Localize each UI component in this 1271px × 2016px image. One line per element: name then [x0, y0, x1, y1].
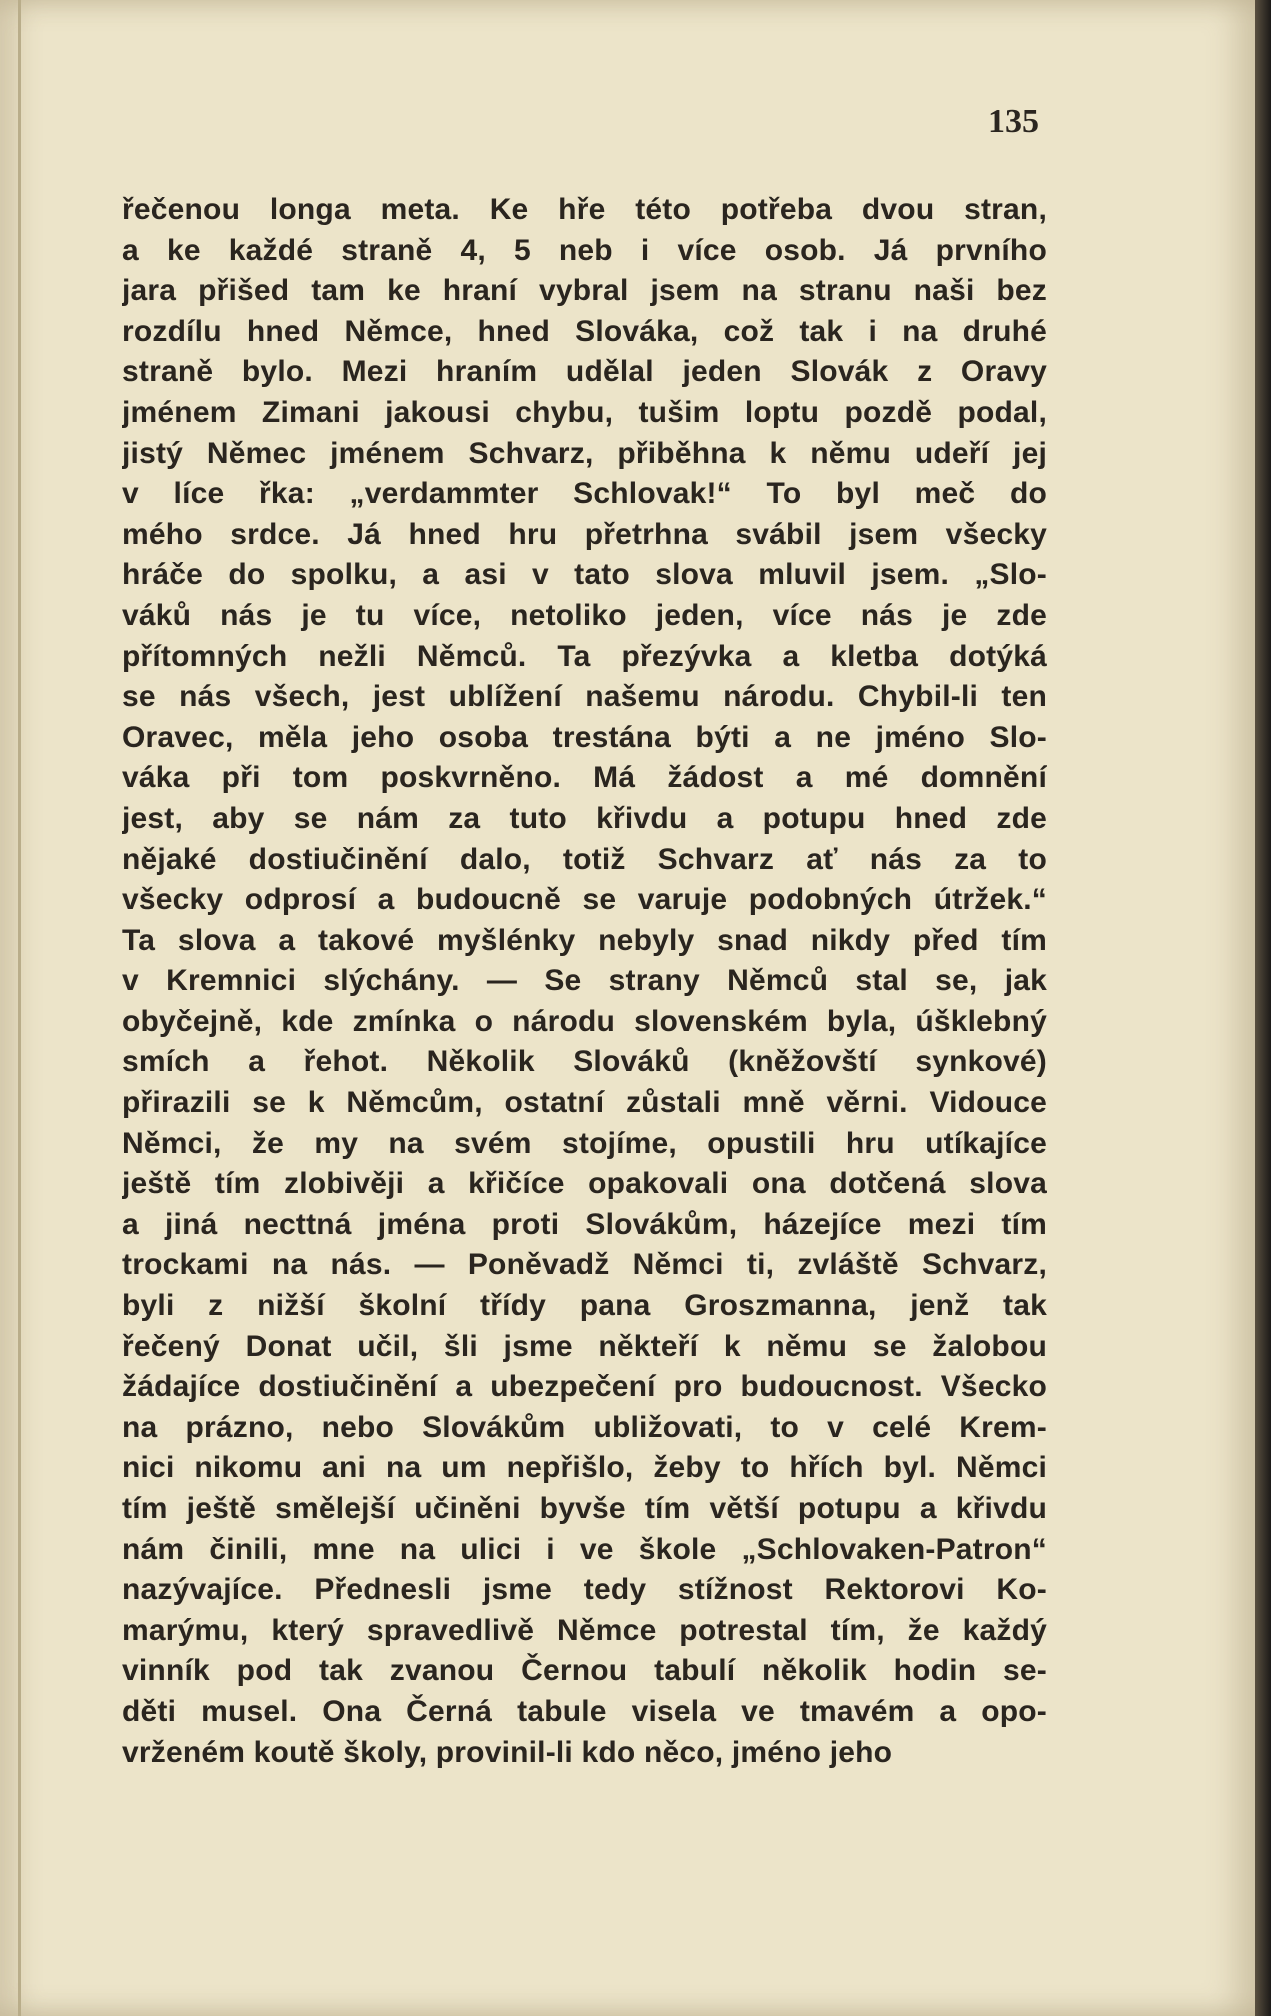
text-line: všecky odprosí a budoucně se varuje podobných útržek.“ [122, 883, 1047, 917]
text-line: jménem Zimani jakousi chybu, tušim loptu pozdě podal, [122, 395, 1047, 429]
text-line: nám činili, mne na ulici i ve škole „Schlovaken-Patron“ [122, 1532, 1047, 1566]
text-line: straně bylo. Mezi hraním udělal jeden Slovák z Oravy [122, 355, 1047, 389]
text-line: byli z nižší školní třídy pana Groszmanna, jenž tak [122, 1289, 1047, 1323]
text-line: žádajíce dostiučinění a ubezpečení pro budoucnost. Všecko [122, 1370, 1047, 1404]
text-line: na prázno, nebo Slovákům ubližovati, to v celé Krem- [122, 1410, 1047, 1444]
text-line: Oravec, měla jeho osoba trestána býti a ne jméno Slo- [122, 720, 1047, 754]
text-line: nazývajíce. Přednesli jsme tedy stížnost Rektorovi Ko- [122, 1573, 1047, 1607]
text-line: tím ještě smělejší učiněni byvše tím větší potupu a křivdu [122, 1492, 1047, 1525]
text-line: vrženém koutě školy, provinil-li kdo něco, jméno jeho [122, 1735, 893, 1769]
text-line: jistý Němec jménem Schvarz, přiběhna k němu udeří jej [122, 436, 1047, 470]
text-line: děti musel. Ona Černá tabule visela ve tmavém a opo- [122, 1694, 1047, 1728]
text-line: váka při tom poskvrněno. Má žádost a mé domnění [122, 761, 1047, 795]
text-line: nici nikomu ani na um nepřišlo, žeby to hřích byl. Němci [122, 1451, 1047, 1485]
page-gutter [18, 0, 21, 2016]
text-line: ještě tím zlobivěji a křičíce opakovali ona dotčená slova [122, 1167, 1047, 1201]
text-line: a jiná necttná jména proti Slovákům, házejíce mezi tím [122, 1207, 1047, 1241]
body-text [122, 190, 1047, 1773]
book-edge [1255, 0, 1271, 2016]
text-line: přítomných nežli Němců. Ta přezývka a kletba dotýká [122, 639, 1047, 673]
text-line: obyčejně, kde zmínka o národu slovenském byla, úšklebný [122, 1004, 1047, 1038]
text-line: řečenou longa meta. Ke hře této potřeba dvou stran, [122, 193, 1047, 226]
text-line: přirazili se k Němcům, ostatní zůstali mně věrni. Vidouce [122, 1086, 1047, 1120]
text-line: hráče do spolku, a asi v tato slova mluvil jsem. „Slo- [122, 558, 1047, 592]
text-line: smích a řehot. Několik Slováků (kněžovští synkové) [122, 1045, 1047, 1079]
text-line: jara přišed tam ke hraní vybral jsem na stranu naši bez [122, 274, 1047, 308]
text-line: se nás všech, jest ublížení našemu národu. Chybil-li ten [122, 680, 1047, 714]
text-line: mého srdce. Já hned hru přetrhna svábil jsem všecky [122, 517, 1047, 551]
text-line: v líce řka: „verdammter Schlovak!“ To byl meč do [122, 477, 1047, 511]
text-line: Němci, že my na svém stojíme, opustili hru utíkajíce [122, 1126, 1047, 1160]
text-line: jest, aby se nám za tuto křivdu a potupu hned zde [122, 801, 1047, 835]
text-line: vinník pod tak zvanou Černou tabulí několik hodin se- [122, 1654, 1047, 1688]
text-line: řečený Donat učil, šli jsme někteří k němu se žalobou [122, 1329, 1047, 1363]
page-number: 135 [988, 103, 1039, 140]
text-line: marýmu, který spravedlivě Němce potrestal tím, že každý [122, 1613, 1047, 1647]
text-line: v Kremnici slýchány. — Se strany Němců stal se, jak [122, 964, 1047, 998]
text-line: a ke každé straně 4, 5 neb i více osob. Já prvního [122, 233, 1047, 267]
text-line: váků nás je tu více, netoliko jeden, více nás je zde [122, 598, 1047, 632]
text-line: Ta slova a takové myšlénky nebyly snad nikdy před tím [122, 923, 1047, 957]
text-line: trockami na nás. — Poněvadž Němci ti, zvláště Schvarz, [122, 1248, 1047, 1282]
text-line: rozdílu hned Němce, hned Slováka, což tak i na druhé [122, 314, 1047, 348]
text-line: nějaké dostiučinění dalo, totiž Schvarz ať nás za to [122, 842, 1047, 876]
